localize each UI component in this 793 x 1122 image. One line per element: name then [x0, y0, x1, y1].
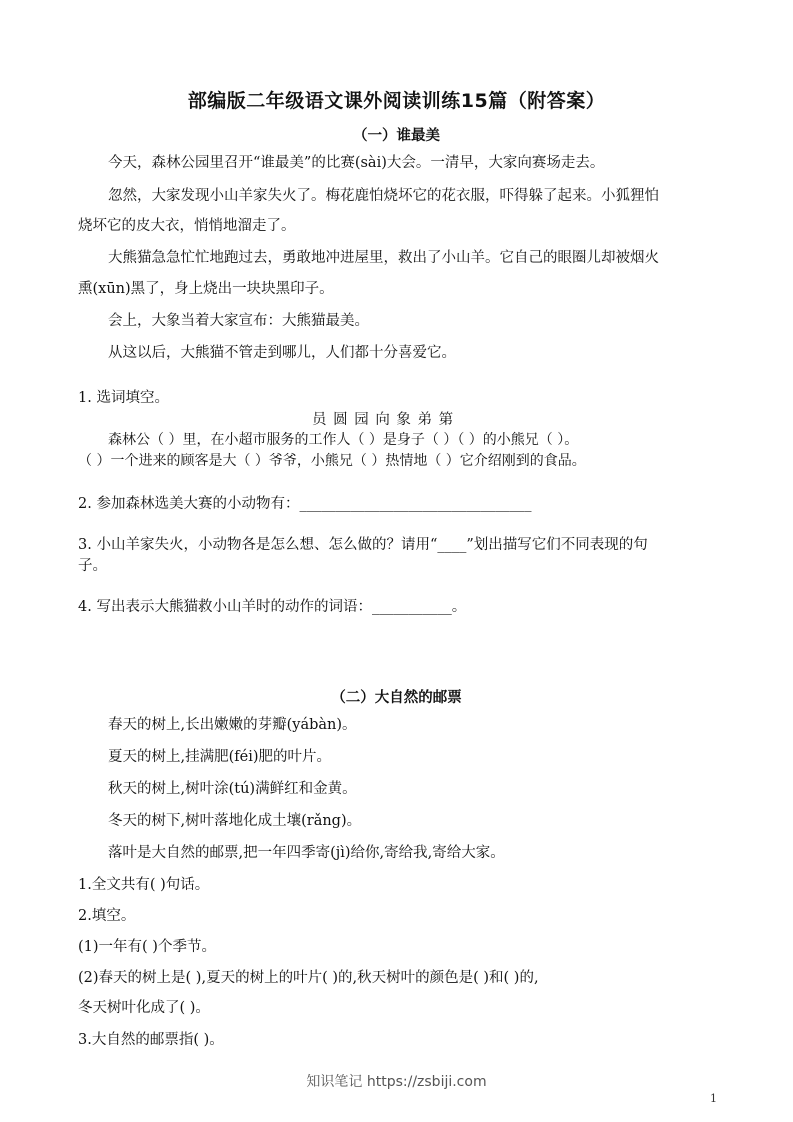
- s2-question-2-2a: (2)春天的树上是( ),夏天的树上的叶片( )的,秋天树叶的颜色是( )和( )的,: [78, 970, 539, 986]
- s1-paragraph-2a: 忽然，大家发现小山羊家失火了。梅花鹿怕烧坏它的花衣服，吓得躲了起来。小狐狸怕: [108, 188, 659, 204]
- s1-question-3a: 3. 小山羊家失火，小动物各是怎么想、怎么做的？请用“____”划出描写它们不同表现的句: [78, 537, 648, 553]
- s2-paragraph-3: 秋天的树上,树叶涂(tú)满鲜红和金黄。: [108, 781, 357, 797]
- section1-heading: （一）谁最美: [353, 128, 440, 144]
- s1-question-4: 4. 写出表示大熊猫救小山羊时的动作的词语：___________。: [78, 599, 467, 615]
- page-number: 1: [710, 1092, 717, 1105]
- s2-paragraph-2: 夏天的树上,挂满肥(féi)肥的叶片。: [108, 749, 332, 765]
- footer-watermark: 知识笔记 https://zsbiji.com: [306, 1074, 487, 1090]
- s1-paragraph-4: 会上，大象当着大家宣布：大熊猫最美。: [108, 313, 369, 329]
- s2-question-2: 2.填空。: [78, 908, 136, 924]
- s2-paragraph-5: 落叶是大自然的邮票,把一年四季寄(jì)给你,寄给我,寄给大家。: [108, 845, 505, 861]
- s2-question-2-1: (1)一年有( )个季节。: [78, 939, 216, 955]
- s1-paragraph-1: 今天，森林公园里召开“谁最美”的比赛(sài)大会。一清早，大家向赛场走去。: [108, 155, 605, 171]
- section2-heading: （二）大自然的邮票: [331, 690, 462, 706]
- s1-question-2: 2. 参加森林选美大赛的小动物有：________________________________: [78, 496, 532, 512]
- s2-question-1: 1.全文共有( )句话。: [78, 877, 210, 893]
- s1-paragraph-2b: 烧坏它的皮大衣，悄悄地溜走了。: [78, 218, 296, 234]
- s1-paragraph-3b: 熏(xūn)黑了，身上烧出一块块黑印子。: [78, 281, 334, 297]
- s2-paragraph-1: 春天的树上,长出嫩嫩的芽瓣(yábàn)。: [108, 717, 357, 733]
- s1-word-bank: 员 圆 园 向 象 弟 第: [312, 412, 455, 428]
- s2-question-3: 3.大自然的邮票指( )。: [78, 1032, 224, 1048]
- s1-question-1-line-2: （ ）一个进来的顾客是大（ ）爷爷，小熊兄（ ）热情地（ ）它介绍刚到的食品。: [78, 453, 586, 469]
- document-title: 部编版二年级语文课外阅读训练15篇（附答案）: [187, 90, 606, 112]
- s1-question-1: 1. 选词填空。: [78, 390, 169, 406]
- s1-paragraph-5: 从这以后，大熊猫不管走到哪儿，人们都十分喜爱它。: [108, 345, 456, 361]
- s2-question-2-2b: 冬天树叶化成了( )。: [78, 1000, 210, 1016]
- s1-paragraph-3a: 大熊猫急急忙忙地跑过去，勇敢地冲进屋里，救出了小山羊。它自己的眼圈儿却被烟火: [108, 250, 659, 266]
- s2-paragraph-4: 冬天的树下,树叶落地化成土壤(rǎng)。: [108, 813, 362, 829]
- s1-question-3b: 子。: [78, 558, 107, 574]
- s1-question-1-line-1: 森林公（ ）里，在小超市服务的工作人（ ）是身子（ ）（ ）的小熊兄（ ）。: [108, 432, 579, 448]
